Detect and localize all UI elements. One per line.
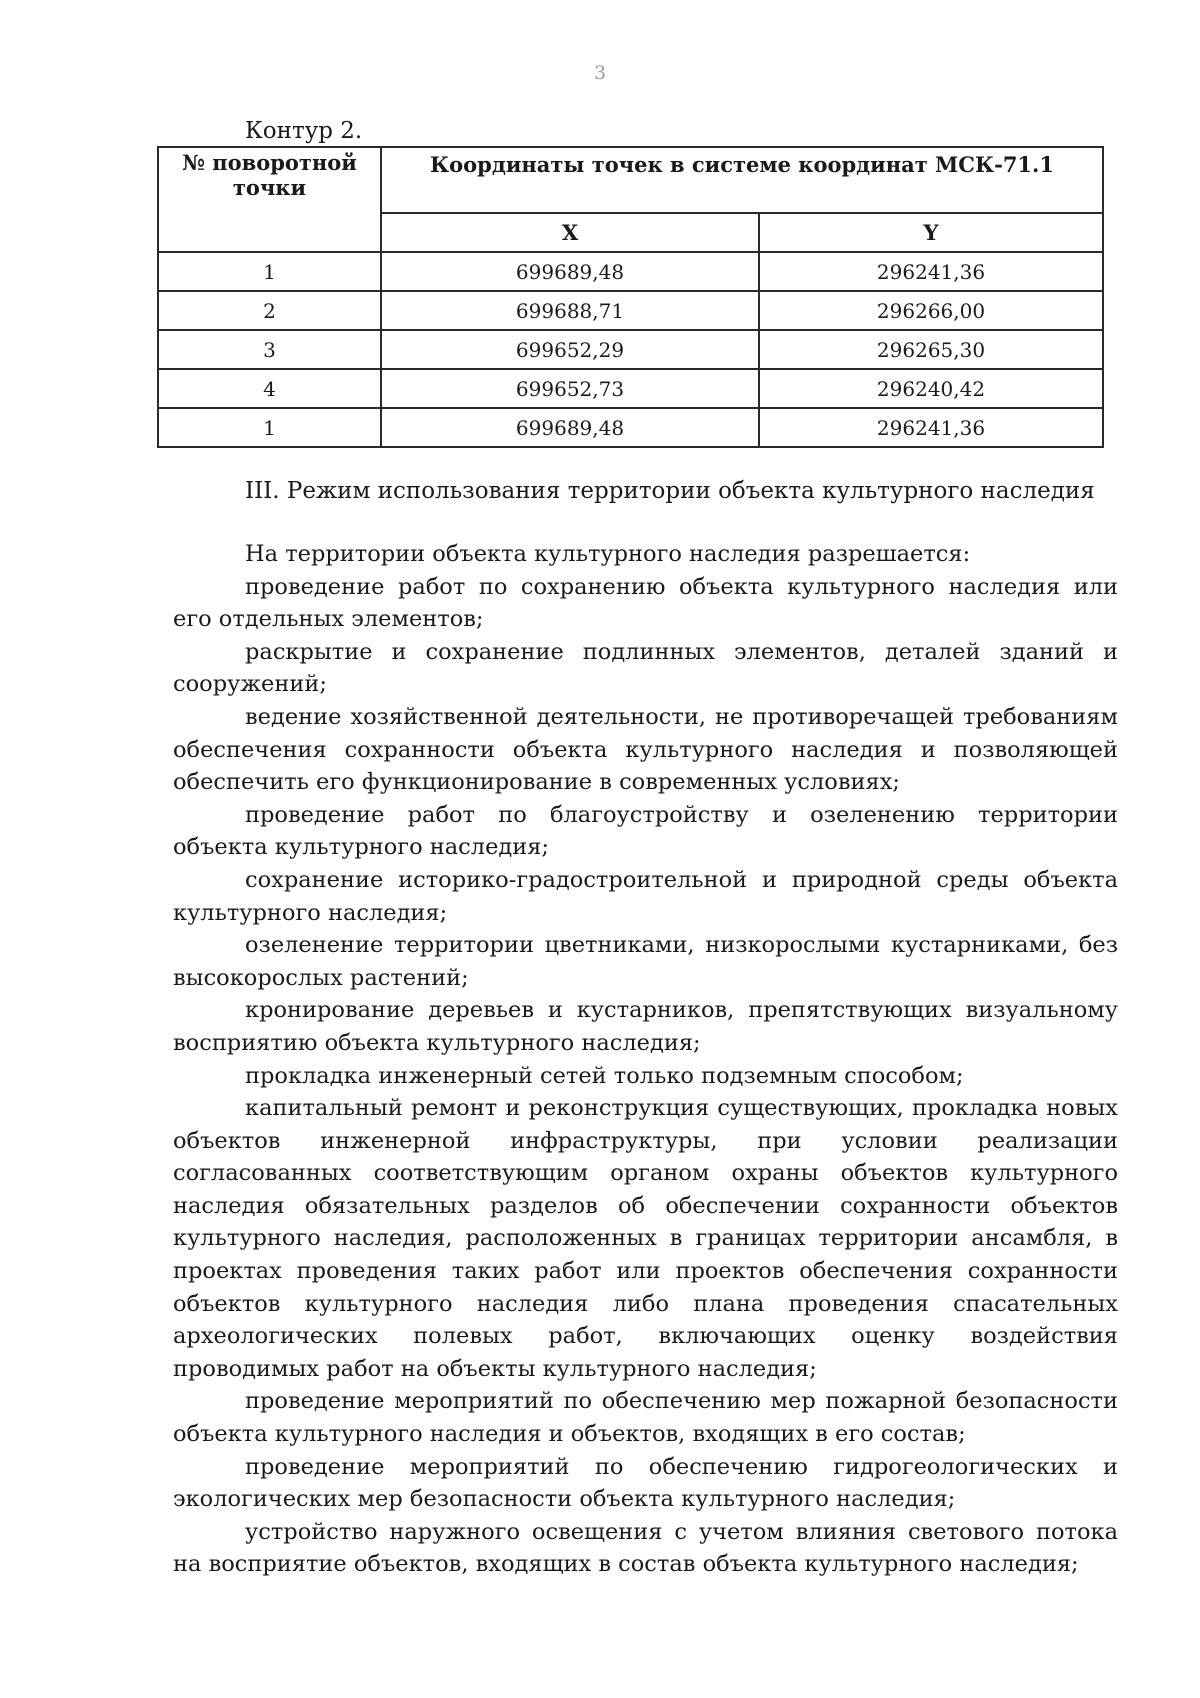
paragraph: устройство наружного освещения с учетом влияния светового потока на восприятие объектов, входящих в состав объекта культурного наследия; bbox=[173, 1518, 1118, 1578]
paragraph: озеленение территории цветниками, низкорослыми кустарниками, без высокорослых растений; bbox=[173, 932, 1118, 991]
header-coordinates: Координаты точек в системе координат МСК-71.1 bbox=[381, 147, 1103, 213]
x-coordinate-cell: 699688,71 bbox=[381, 291, 759, 330]
paragraph-intro: На территории объекта культурного наследия разрешается: bbox=[245, 541, 971, 567]
paragraph: капитальный ремонт и реконструкция существующих, прокладка новых объектов инженерной инфраструктуры, при условии реализации согласованных соответствующим органом охраны объектов культурного наследия обязательных разделов об обеспечении сохранности объектов культурного наследия, расположенных в границах территории ансамбля, в проектах проведения таких работ или проектов обеспечения сохранности объектов культурного наследия либо плана проведения спасательных археологических полевых работ, включающих оценку воздействия проводимых работ на объекты культурного наследия; bbox=[173, 1095, 1118, 1382]
point-number-cell: 1 bbox=[158, 252, 381, 291]
paragraph: кронирование деревьев и кустарников, препятствующих визуальному восприятию объекта культурного наследия; bbox=[173, 997, 1118, 1056]
y-coordinate-cell: 296241,36 bbox=[759, 408, 1103, 447]
table-row bbox=[158, 252, 1103, 291]
y-coordinate-cell: 296266,00 bbox=[759, 291, 1103, 330]
paragraph: сохранение историко-градостроительной и природной среды объекта культурного наследия; bbox=[173, 866, 1118, 926]
page-number: 3 bbox=[593, 62, 607, 84]
x-coordinate-cell: 699652,73 bbox=[381, 369, 759, 408]
y-coordinate-cell: 296265,30 bbox=[759, 330, 1103, 369]
header-point-number: № поворотной точки bbox=[158, 147, 381, 252]
table-row bbox=[158, 369, 1103, 408]
paragraph: проведение мероприятий по обеспечению гидрогеологических и экологических мер безопасности объекта культурного наследия; bbox=[173, 1453, 1118, 1513]
paragraph: раскрытие и сохранение подлинных элементов, деталей зданий и сооружений; bbox=[173, 638, 1118, 698]
point-number-cell: 4 bbox=[158, 369, 381, 408]
contour-label: Контур 2. bbox=[245, 118, 363, 144]
paragraph: прокладка инженерный сетей только подземным способом; bbox=[245, 1062, 964, 1089]
paragraph: проведение работ по сохранению объекта культурного наследия или его отдельных элементов; bbox=[173, 573, 1118, 633]
header-x: X bbox=[381, 213, 759, 252]
y-coordinate-cell: 296240,42 bbox=[759, 369, 1103, 408]
point-number-cell: 2 bbox=[158, 291, 381, 330]
x-coordinate-cell: 699652,29 bbox=[381, 330, 759, 369]
x-coordinate-cell: 699689,48 bbox=[381, 252, 759, 291]
table-row bbox=[158, 408, 1103, 447]
section-title: III. Режим использования территории объекта культурного наследия bbox=[245, 478, 1095, 504]
paragraph: проведение мероприятий по обеспечению мер пожарной безопасности объекта культурного наследия и объектов, входящих в его состав; bbox=[173, 1388, 1118, 1448]
paragraph: ведение хозяйственной деятельности, не противоречащей требованиям обеспечения сохранности объекта культурного наследия и позволяющей обеспечить его функционирование в современных условиях; bbox=[173, 703, 1118, 796]
y-coordinate-cell: 296241,36 bbox=[759, 252, 1103, 291]
paragraph: проведение работ по благоустройству и озеленению территории объекта культурного наследия; bbox=[173, 801, 1118, 861]
coordinates-table bbox=[157, 146, 1104, 448]
table-row bbox=[158, 330, 1103, 369]
point-number-cell: 1 bbox=[158, 408, 381, 447]
table-row bbox=[158, 291, 1103, 330]
point-number-cell: 3 bbox=[158, 330, 381, 369]
header-y: Y bbox=[759, 213, 1103, 252]
body-text bbox=[173, 538, 1118, 1581]
x-coordinate-cell: 699689,48 bbox=[381, 408, 759, 447]
